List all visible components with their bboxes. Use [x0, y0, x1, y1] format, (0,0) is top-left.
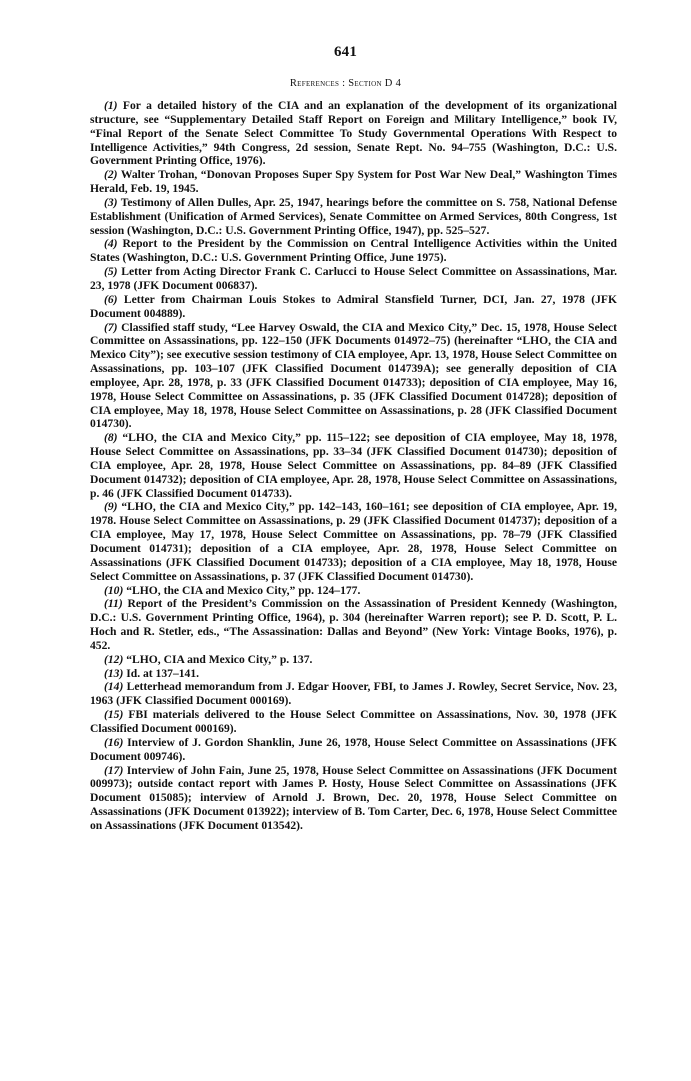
- reference-number: (6): [104, 292, 118, 306]
- reference-text: Interview of J. Gordon Shanklin, June 26, 1978, House Select Committee on Assassinations (JFK Document 009746).: [90, 735, 617, 763]
- reference-number: (15): [104, 708, 124, 722]
- reference-number: (16): [104, 735, 124, 749]
- reference-item: [90, 293, 617, 321]
- reference-item: [90, 237, 617, 265]
- reference-number: (14): [104, 680, 124, 694]
- reference-number: (3): [104, 195, 118, 209]
- reference-text: “LHO, the CIA and Mexico City,” pp. 124–177.: [126, 583, 361, 597]
- section-heading: References : Section D 4: [289, 78, 402, 89]
- reference-text: Letter from Acting Director Frank C. Carlucci to House Select Committee on Assassinations, Mar. 23, 1978 (JFK Document 006837).: [90, 265, 617, 292]
- reference-number: (7): [104, 320, 118, 334]
- reference-item: [90, 168, 617, 196]
- reference-text: Walter Trohan, “Donovan Proposes Super Spy System for Post War New Deal,” Washington Times Herald, Feb. 19, 1945.: [90, 168, 617, 196]
- reference-number: (1): [104, 99, 118, 112]
- reference-text: Letter from Chairman Louis Stokes to Admiral Stansfield Turner, DCI, Jan. 27, 1978 (JFK Document 004889).: [90, 292, 617, 320]
- reference-item: [90, 99, 617, 168]
- reference-number: (11): [104, 597, 123, 611]
- reference-text: Classified staff study, “Lee Harvey Oswald, the CIA and Mexico City,” Dec. 15, 1978, House Select Committee on Assassinations, pp. 122–150 (JFK Documents 014972–75) (hereinafter “LHO, the CIA and Mexico City”); see executive session testimony of CIA employee, Apr. 13, 1978, House Select Committee on Assassinations, pp. 103–107 (JFK Classified Document 014739A); see generally deposition of CIA employee, Apr. 28, 1978, p. 33 (JFK Classified Document 014733); deposition of CIA employee, May 16, 1978, House Select Committee on Assassinations, p. 35 (JFK Classified Document 014728); deposition of CIA employee, May 18, 1978, House Select Committee on Assassinations, p. 28 (JFK Classified Document 014730).: [90, 320, 617, 431]
- page-number: 641: [333, 44, 358, 60]
- reference-text: Letterhead memorandum from J. Edgar Hoover, FBI, to James J. Rowley, Secret Service, Nov. 23, 1963 (JFK Classified Document 000169).: [90, 680, 617, 708]
- reference-item: [90, 500, 617, 583]
- reference-number: (5): [104, 265, 118, 279]
- reference-item: [90, 736, 617, 764]
- reference-item: [90, 584, 617, 598]
- reference-number: (12): [104, 652, 124, 666]
- reference-item: [90, 667, 617, 681]
- reference-text: “LHO, the CIA and Mexico City,” pp. 115–122; see deposition of CIA employee, May 18, 1978, House Select Committee on Assassinations, pp. 33–34 (JFK Classified Document 014730); deposition of CIA employee, Apr. 28, 1978, House Select Committee on Assassinations, pp. 84–89 (JFK Classified Document 014732); deposition of CIA employee, Apr. 28, 1978, House Select Committee on Assassinations, p. 46 (JFK Classified Document 014733).: [90, 431, 617, 500]
- reference-item: [90, 708, 617, 736]
- reference-text: Id. at 137–141.: [126, 666, 200, 680]
- reference-number: (9): [104, 500, 118, 514]
- reference-text: Report of the President’s Commission on the Assassination of President Kennedy (Washington, D.C.: U.S. Government Printing Office, 1964), p. 304 (hereinafter Warren report); see P. D. Scott, P. L. Hoch and R. Stetler, eds., “The Assassination: Dallas and Beyond” (New York: Vintage Books, 1976), p. 452.: [90, 597, 617, 652]
- reference-text: “LHO, the CIA and Mexico City,” pp. 142–143, 160–161; see deposition of CIA employee, Apr. 19, 1978. House Select Committee on Assassinations, p. 29 (JFK Classified Document 014737); deposition of a CIA employee, May 17, 1978, House Select Committee on Assassinations, pp. 78–79 (JFK Classified Document 014731); deposition of a CIA employee, Apr. 28, 1978, House Select Committee on Assassinations (JFK Classified Document 014733); deposition of a CIA employee, May 18, 1978, House Select Committee on Assassinations, p. 37 (JFK Classified Document 014730).: [90, 500, 618, 583]
- reference-text: Report to the President by the Commission on Central Intelligence Activities within the United States (Washington, D.C.: U.S. Government Printing Office, June 1975).: [90, 237, 617, 265]
- reference-number: (2): [104, 168, 118, 182]
- reference-number: (10): [104, 583, 124, 597]
- reference-text: Interview of John Fain, June 25, 1978, House Select Committee on Assassinations (JFK Document 009973); outside contact report with James P. Hosty, House Select Committee on Assassinations (JFK Document 015085); interview of Arnold J. Brown, Dec. 20, 1978, House Select Committee on Assassinations (JFK Document 013922); interview of B. Tom Carter, Dec. 6, 1978, House Select Committee on Assassinations (JFK Document 013542).: [90, 763, 617, 832]
- reference-item: [90, 597, 617, 652]
- reference-text: Testimony of Allen Dulles, Apr. 25, 1947, hearings before the committee on S. 758, National Defense Establishment (Unification of Armed Services), Senate Committee on Armed Services, 80th Congress, 1st session (Washington, D.C.: U.S. Government Printing Office, 1947), pp. 525–527.: [90, 195, 617, 237]
- references-list: [90, 99, 617, 833]
- reference-text: For a detailed history of the CIA and an explanation of the development of its organizational structure, see “Supplementary Detailed Staff Report on Foreign and Military Intelligence,” book IV, “Final Report of the Senate Select Committee To Study Governmental Operations With Respect to Intelligence Activities,” 94th Congress, 2d session, Senate Rept. No. 94–755 (Washington, D.C.: U.S. Government Printing Office, 1976).: [90, 99, 617, 168]
- reference-text: “LHO, CIA and Mexico City,” p. 137.: [126, 652, 313, 666]
- reference-item: [90, 680, 617, 708]
- reference-item: [90, 196, 617, 238]
- reference-item: [90, 321, 617, 432]
- reference-text: FBI materials delivered to the House Select Committee on Assassinations, Nov. 30, 1978 (JFK Classified Document 000169).: [90, 708, 617, 735]
- reference-item: [90, 265, 617, 293]
- reference-item: [90, 764, 617, 833]
- reference-item: [90, 653, 617, 667]
- reference-number: (8): [104, 431, 118, 445]
- reference-number: (4): [104, 237, 118, 251]
- reference-item: [90, 431, 617, 500]
- reference-number: (17): [104, 763, 124, 777]
- reference-number: (13): [104, 666, 124, 680]
